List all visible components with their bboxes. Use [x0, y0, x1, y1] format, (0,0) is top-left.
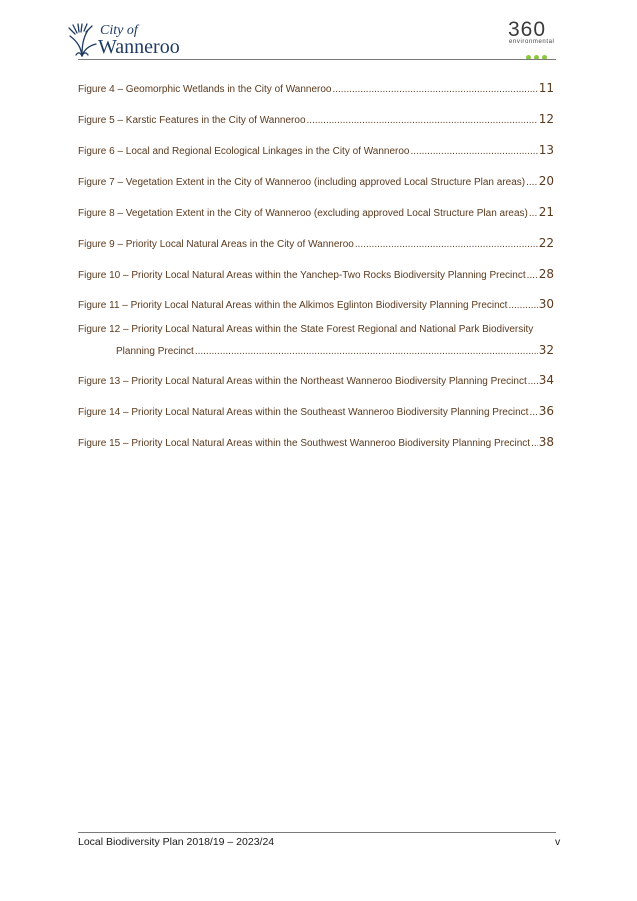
toc-entry-label: Figure 10 – Priority Local Natural Areas within the Yanchep-Two Rocks Biodiversity Planning Precinct: [78, 270, 526, 281]
toc-page-number: 28: [538, 267, 554, 281]
logo-360-text: 360: [508, 18, 547, 41]
toc-leader: [508, 298, 537, 314]
toc-entry-label: Figure 7 – Vegetation Extent in the City of Wanneroo (including approved Local Structure Plan areas): [78, 177, 526, 188]
toc-page-number: 30: [538, 297, 554, 311]
toc-leader: [526, 175, 538, 191]
toc-leader: [529, 405, 537, 421]
logo-dots: [526, 47, 550, 65]
banksia-icon: [66, 22, 98, 58]
toc-entry[interactable]: [78, 403, 554, 421]
toc-leader: [195, 344, 538, 360]
logo-tagline-text: environmental: [509, 39, 555, 45]
toc-entry[interactable]: [78, 142, 554, 160]
city-of-wanneroo-logo: [66, 22, 196, 60]
toc-entry-label: Figure 5 – Karstic Features in the City of Wanneroo: [78, 115, 306, 126]
toc-leader: [307, 113, 538, 129]
toc-entry-label: Figure 8 – Vegetation Extent in the City of Wanneroo (excluding approved Local Structure Plan areas): [78, 208, 528, 219]
logo-city-text: City of: [100, 23, 138, 38]
toc-entry[interactable]: [78, 322, 554, 360]
logo-name-text: Wanneroo: [98, 36, 180, 58]
toc-entry[interactable]: [78, 372, 554, 390]
toc-entry-label: Figure 9 – Priority Local Natural Areas in the City of Wanneroo: [78, 239, 354, 250]
toc-entry-label: Figure 6 – Local and Regional Ecological Linkages in the City of Wanneroo: [78, 146, 410, 157]
footer-page-number: v: [555, 836, 561, 848]
header-divider: [78, 59, 556, 60]
toc-entry-label: Figure 4 – Geomorphic Wetlands in the City of Wanneroo: [78, 84, 332, 95]
footer-divider: [78, 832, 556, 833]
toc-leader: [355, 237, 538, 253]
toc-page-number: 21: [538, 205, 554, 219]
toc-leader: [527, 268, 538, 284]
toc-page-number: 22: [538, 236, 554, 250]
toc-entry[interactable]: [78, 80, 554, 98]
toc-entry-label: Figure 13 – Priority Local Natural Areas within the Northeast Wanneroo Biodiversity Planning Precinct: [78, 376, 527, 387]
toc-entry[interactable]: [78, 296, 554, 314]
toc-page-number: 36: [538, 404, 554, 418]
toc-leader: [529, 206, 538, 222]
toc-page-number: 34: [538, 373, 554, 387]
toc-entry-label: Figure 12 – Priority Local Natural Areas within the State Forest Regional and National Park Biodiversity: [78, 324, 534, 335]
toc-entry-label: Figure 15 – Priority Local Natural Areas within the Southwest Wanneroo Biodiversity Planning Precinct: [78, 438, 531, 449]
toc-page-number: 32: [538, 343, 554, 357]
toc-leader: [411, 144, 538, 160]
360-environmental-logo: [506, 18, 568, 55]
toc-leader: [531, 436, 538, 452]
toc-page-number: 12: [538, 112, 554, 126]
toc-entry-label: Figure 11 – Priority Local Natural Areas within the Alkimos Eglinton Biodiversity Planning Precinct: [78, 300, 508, 311]
toc-page-number: 13: [538, 143, 554, 157]
toc-entry[interactable]: [78, 434, 554, 452]
toc-page-number: 20: [538, 174, 554, 188]
page-header: [0, 0, 637, 62]
toc-entry[interactable]: [78, 204, 554, 222]
toc-leader: [332, 82, 537, 98]
toc-entry[interactable]: [78, 266, 554, 284]
toc-entry-continuation: [78, 342, 554, 360]
toc-page-number: 38: [538, 435, 554, 449]
toc-entry[interactable]: [78, 173, 554, 191]
toc-leader: [528, 374, 538, 390]
toc-entry[interactable]: [78, 111, 554, 129]
toc-entry[interactable]: [78, 235, 554, 253]
footer-document-title: Local Biodiversity Plan 2018/19 – 2023/24: [78, 836, 275, 848]
toc-entry-label-continued: Planning Precinct: [116, 346, 194, 357]
toc-entry-label: Figure 14 – Priority Local Natural Areas within the Southeast Wanneroo Biodiversity Planning Precinct: [78, 407, 529, 418]
toc-page-number: 11: [538, 81, 554, 95]
